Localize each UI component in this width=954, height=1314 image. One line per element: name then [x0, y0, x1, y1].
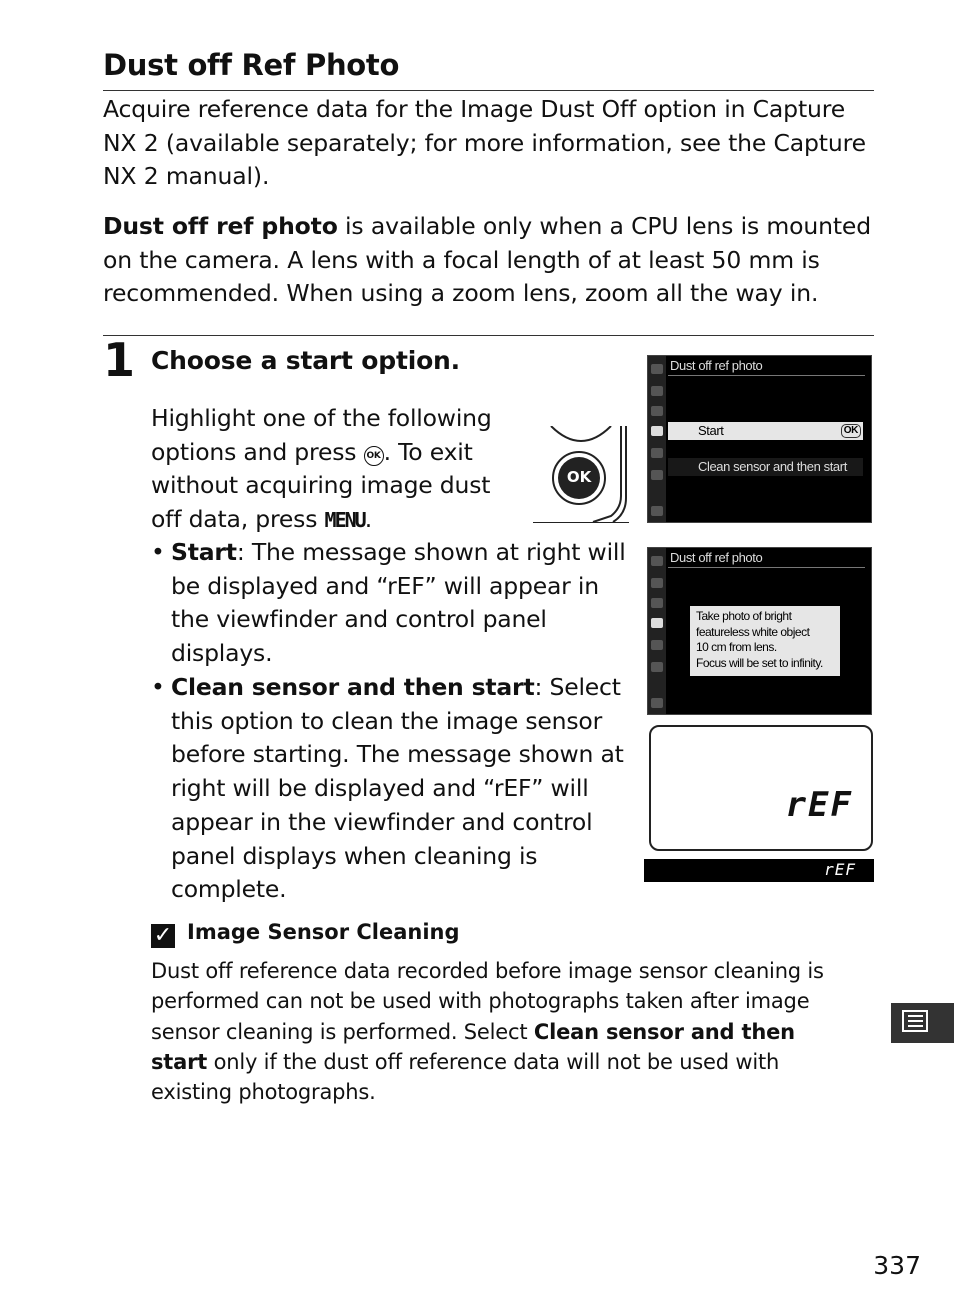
- step-body-2: . To exit without acquiring image dust off data, press: [151, 437, 491, 533]
- note-body-post: only if the dust off reference data will not be used with existing photographs.: [151, 1049, 780, 1105]
- message-screen-title: Dust off ref photo: [670, 550, 763, 565]
- intro-paragraph: Acquire reference data for the Image Dust Off option in Capture NX 2 (available separately; for more information, see the Capture NX 2 manual).: [103, 95, 866, 190]
- bullet-term: Clean sensor and then start: [171, 673, 535, 701]
- message-line: Take photo of bright: [696, 609, 792, 623]
- section-title: Dust off Ref Photo: [103, 48, 400, 82]
- message-sidebar: [648, 548, 666, 714]
- note-body-pre: Dust off reference data recorded before image sensor cleaning is performed can not be used with photographs taken after image sensor cleaning is performed. Select: [151, 959, 824, 1044]
- menu-option-clean: Clean sensor and then start: [668, 458, 863, 476]
- camera-ok-button-illustration: [533, 426, 629, 523]
- page-number: 337: [873, 1251, 921, 1280]
- step-body-1: Highlight one of the following options and press: [151, 404, 492, 466]
- bullet-term: Start: [171, 538, 237, 566]
- menu-button-icon: MENU: [324, 507, 365, 532]
- control-panel-ref: rEF: [785, 785, 853, 825]
- note-body-bold: Clean sensor and then start: [151, 1019, 795, 1074]
- availability-term: Dust off ref photo: [103, 212, 338, 240]
- availability-text: is available only when a CPU lens is mounted on the camera. A lens with a focal length of at least 50 mm is recommended. When using a zoom lens, zoom all the way in.: [103, 212, 871, 307]
- bullet-text: : The message shown at right will be displayed and “rEF” will appear in the viewfinder and control panel displays.: [171, 538, 626, 668]
- menu-screen: [647, 355, 872, 523]
- step-instructions: [151, 402, 521, 537]
- message-line: featureless white object: [696, 624, 810, 639]
- menu-option-start-label: Start: [698, 423, 724, 438]
- step-number: 1: [103, 333, 136, 387]
- menu-screen-title: Dust off ref photo: [670, 358, 763, 373]
- ok-badge-icon: OK: [841, 424, 861, 438]
- camera-ok-label: OK: [566, 468, 592, 486]
- message-line: 10 cm from lens.: [696, 640, 777, 654]
- viewfinder-ref: rEF: [824, 860, 856, 879]
- menu-list-icon: [902, 1010, 928, 1032]
- menu-option-start: [668, 422, 863, 440]
- step-title: Choose a start option.: [151, 346, 460, 375]
- ok-button-icon: OK: [364, 446, 384, 466]
- menu-title-rule: [668, 375, 865, 376]
- bullet-clean: [151, 671, 626, 907]
- step-rule: [103, 335, 874, 336]
- menu-sidebar: [648, 356, 666, 522]
- bullet-text: : Select this option to clean the image sensor before starting. The message shown at right will be displayed and “rEF” will appear in the viewfinder and control panel displays when cleaning is complete.: [171, 673, 624, 904]
- note-heading: [151, 920, 460, 948]
- message-screen: [647, 547, 872, 715]
- availability-paragraph: [103, 210, 873, 311]
- note-body: [151, 956, 851, 1107]
- message-line: Focus will be set to infinity.: [696, 655, 823, 670]
- viewfinder-display: [644, 859, 874, 882]
- bullet-start: [151, 536, 626, 671]
- bullet-dot: •: [151, 538, 165, 566]
- message-title-rule: [668, 567, 865, 568]
- checkmark-icon: ✓: [151, 924, 175, 948]
- bullet-dot: •: [151, 673, 165, 701]
- title-rule: [103, 90, 874, 91]
- menu-guide-tab: [891, 1003, 954, 1043]
- step-body-3: .: [364, 504, 372, 533]
- message-box: [690, 606, 840, 676]
- control-panel-display: [649, 725, 873, 851]
- note-title: Image Sensor Cleaning: [187, 920, 460, 944]
